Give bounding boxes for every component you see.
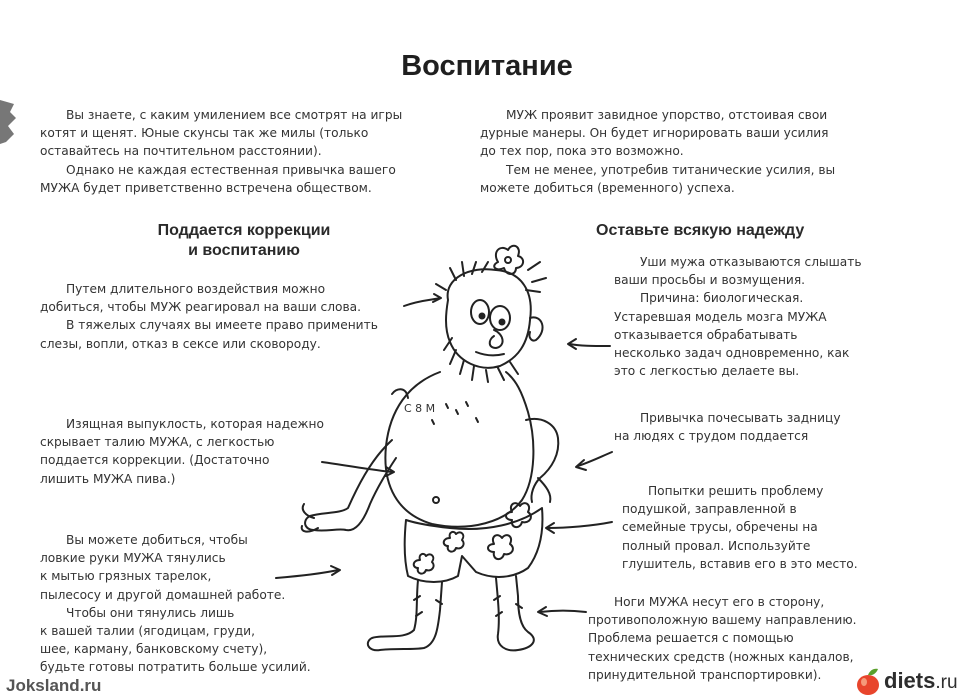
text-line: Причина: биологическая. — [640, 291, 804, 306]
diets-brand: diets — [884, 668, 936, 693]
text-line: В тяжелых случаях вы имеете право применить — [66, 318, 378, 333]
text-line: несколько задач одновременно, как — [614, 346, 850, 361]
text-line: добиться, чтобы МУЖ реагировал на ваши слова. — [40, 300, 362, 315]
text-line: скрывает талию МУЖА, с легкостью — [40, 435, 275, 450]
text-line: к вашей талии (ягодицам, груди, — [40, 624, 255, 639]
text-line: МУЖ проявит завидное упорство, отстоивая свои — [506, 108, 828, 122]
chest-tattoo: С 8 М — [404, 402, 436, 415]
apple-icon — [854, 666, 882, 696]
text-line: Тем не менее, употребив титанические усилия, вы — [506, 162, 836, 177]
text-line: это с легкостью делаете вы. — [614, 364, 800, 379]
text-line: Путем длительного воздействия можно — [66, 282, 326, 296]
text-line: Изящная выпуклость, которая надежно — [66, 417, 324, 431]
diets-logo — [850, 664, 974, 699]
text-line: дурные манеры. Он будет игнорировать ваши усилия — [480, 126, 829, 141]
diets-tld: .ru — [935, 672, 958, 693]
text-line: Ноги МУЖА несут его в сторону, — [614, 595, 825, 609]
diets-wordmark — [884, 668, 958, 694]
text-line: Попытки решить проблему — [648, 484, 824, 498]
text-line: слезы, вопли, отказ в сексе или сковороду. — [40, 336, 321, 351]
arrow-to-hands — [276, 570, 338, 578]
text-line: Проблема решается с помощью — [588, 631, 794, 646]
text-line: поддается коррекции. (Достаточно — [40, 453, 270, 468]
text-line: глушитель, вставив его в это место. — [622, 556, 858, 571]
text-line: Устаревшая модель мозга МУЖА — [614, 309, 827, 324]
heading-line: и воспитанию — [188, 242, 300, 259]
text-line: МУЖА будет приветственно встречена обществом. — [40, 180, 372, 195]
heading-line: Поддается коррекции — [157, 222, 331, 239]
text-line: котят и щенят. Юные скунсы так же милы (только — [40, 126, 369, 141]
text-line: ваши просьбы и возмущения. — [614, 273, 806, 288]
arrow-to-back — [578, 452, 612, 466]
text-line: Чтобы они тянулись лишь — [66, 605, 235, 620]
text-line: отказывается обрабатывать — [614, 327, 798, 342]
text-line: к мытью грязных тарелок, — [40, 569, 212, 584]
text-line: семейные трусы, обречены на — [622, 520, 818, 535]
text-line: ловкие руки МУЖА тянулись — [40, 551, 226, 566]
arrow-to-legs — [540, 611, 586, 613]
text-line: технических средств (ножных кандалов, — [588, 649, 854, 664]
text-line: полный провал. Используйте — [622, 538, 811, 553]
heading-right: Оставьте всякую надежду — [596, 222, 805, 239]
text-line: оставайтесь на почтительном расстоянии). — [40, 144, 322, 159]
text-line: будьте готовы потратить больше усилий. — [40, 660, 311, 675]
arrow-to-ear — [570, 344, 610, 346]
text-line: Однако не каждая естественная привычка вашего — [66, 162, 396, 177]
arrow-to-shorts — [548, 522, 612, 528]
text-line: противоположную вашему направлению. — [588, 613, 857, 628]
page-title: Воспитание — [401, 50, 573, 82]
text-line: лишить МУЖА пива.) — [40, 471, 176, 486]
text-line: Вы знаете, с каким умилением все смотрят на игры — [66, 108, 403, 122]
text-line: до тех пор, пока это возможно. — [480, 144, 684, 159]
text-line: можете добиться (временного) успеха. — [480, 180, 735, 195]
text-line: принудительной транспортировки). — [588, 667, 822, 682]
text-line: Привычка почесывать задницу — [640, 411, 841, 425]
arrow-to-belly — [322, 462, 392, 472]
text-line: подушкой, заправленной в — [622, 502, 797, 517]
watermark-joksland: Joksland.ru — [6, 676, 102, 695]
text-line: Вы можете добиться, чтобы — [66, 533, 248, 547]
text-line: пылесосу и другой домашней работе. — [40, 587, 286, 602]
text-line: Уши мужа отказываются слышать — [640, 255, 862, 269]
text-line: на людях с трудом поддается — [614, 429, 809, 444]
text-line: шее, карману, банковскому счету), — [40, 642, 268, 657]
